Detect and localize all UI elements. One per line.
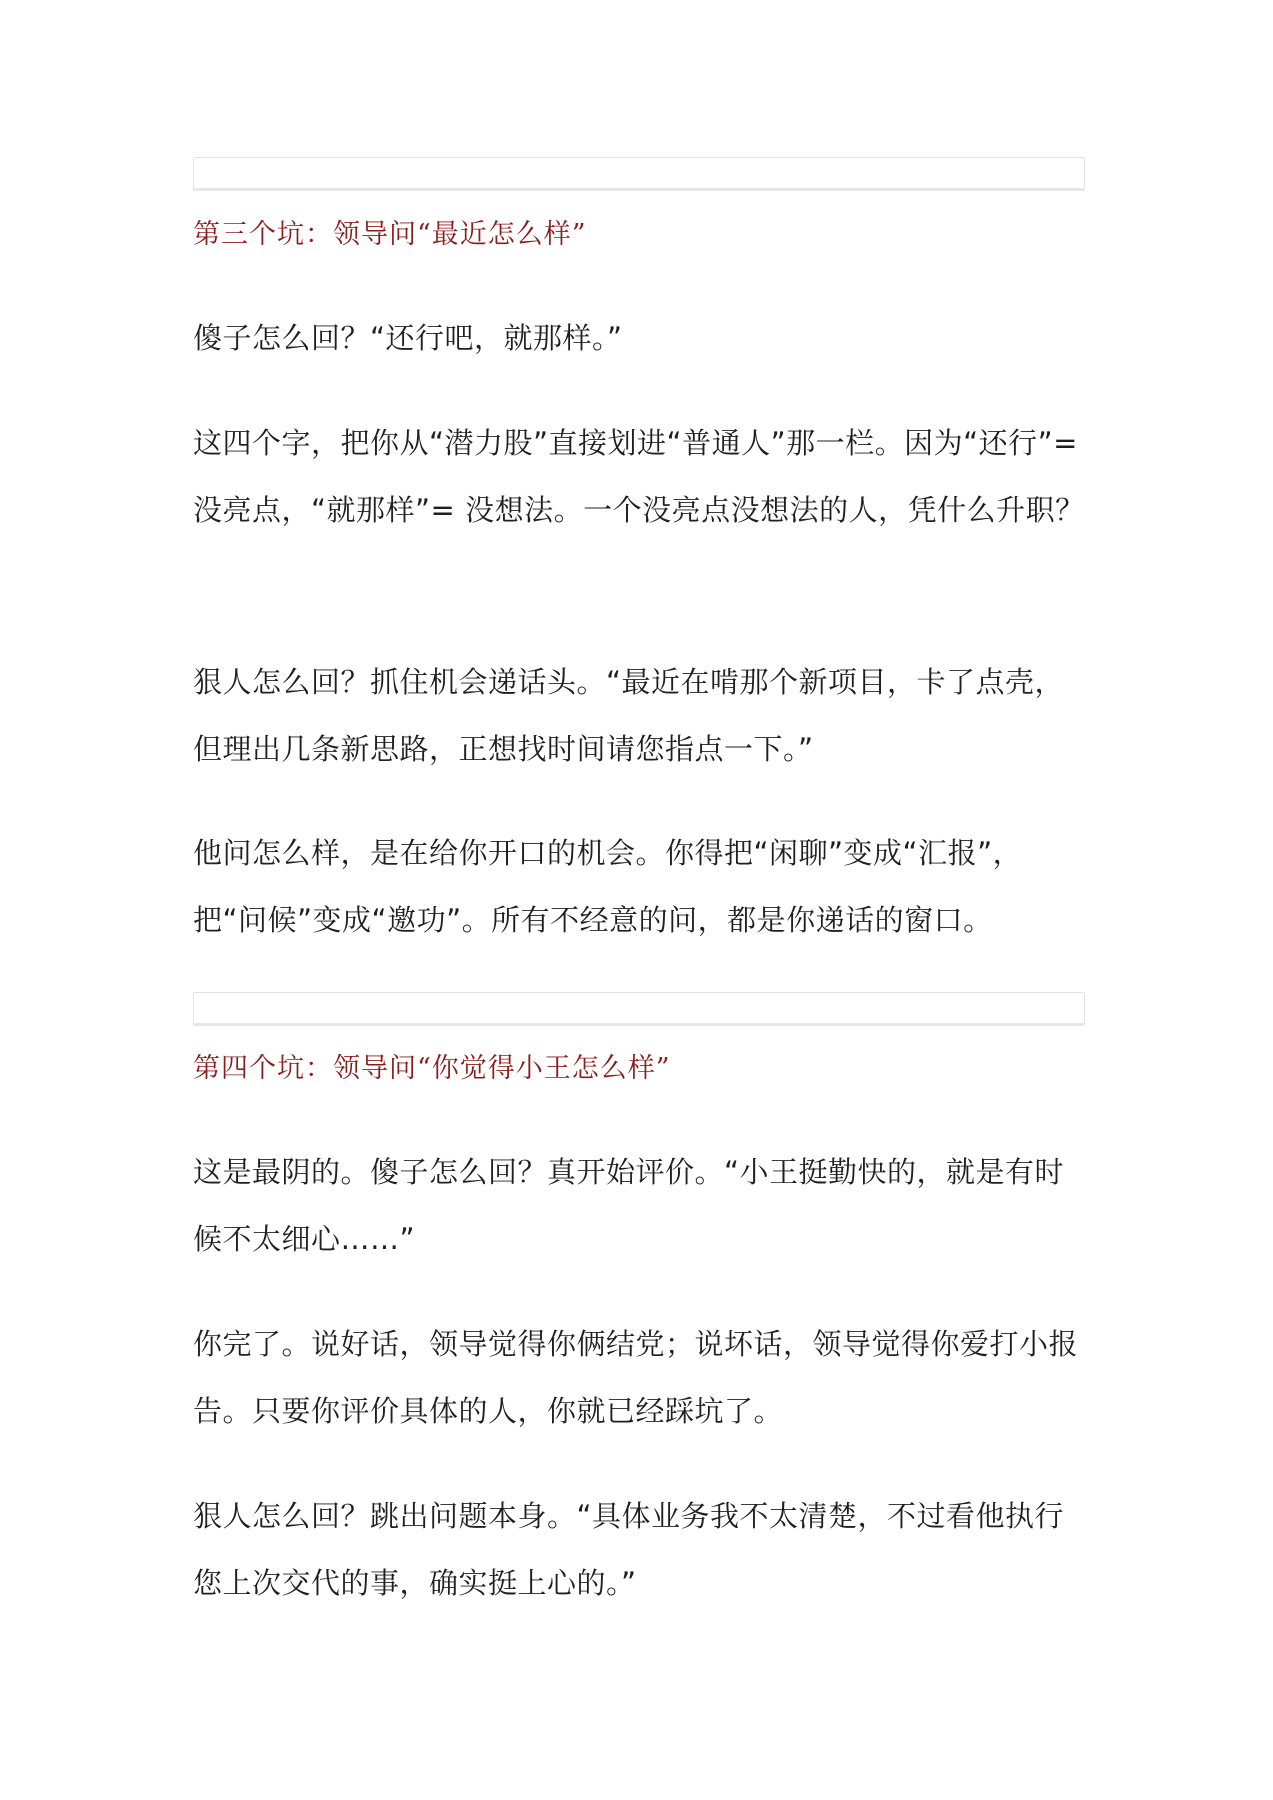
paragraph: 他问怎么样，是在给你开口的机会。你得把“闲聊”变成“汇报”，把“问候”变成“邀功”。所有不经意的问，都是你递话的窗口。 (193, 836, 1023, 937)
section-divider (193, 157, 1085, 191)
paragraph: 你完了。说好话，领导觉得你俩结党；说坏话，领导觉得你爱打小报告。只要你评价具体的人，你就已经踩坑了。 (193, 1327, 1079, 1428)
section-divider (193, 992, 1085, 1026)
section-title: 第三个坑：领导问“最近怎么样” (193, 219, 587, 250)
paragraph: 傻子怎么回？“还行吧，就那样。” (193, 321, 623, 355)
paragraph: 狠人怎么回？跳出问题本身。“具体业务我不太清楚，不过看他执行您上次交代的事，确实挺上心的。” (193, 1499, 1065, 1600)
paragraph: 狠人怎么回？抓住机会递话头。“最近在啃那个新项目，卡了点壳，但理出几条新思路，正想找时间请您指点一下。” (193, 665, 1065, 766)
paragraph: 这是最阴的。傻子怎么回？真开始评价。“小王挺勤快的，就是有时候不太细心……” (193, 1155, 1065, 1256)
section-title: 第四个坑：领导问“你觉得小王怎么样” (193, 1053, 671, 1084)
paragraph: 这四个字，把你从“潜力股”直接划进“普通人”那一栏。因为“还行”= 没亮点，“就那样”= 没想法。一个没亮点没想法的人，凭什么升职？ (193, 426, 1085, 527)
